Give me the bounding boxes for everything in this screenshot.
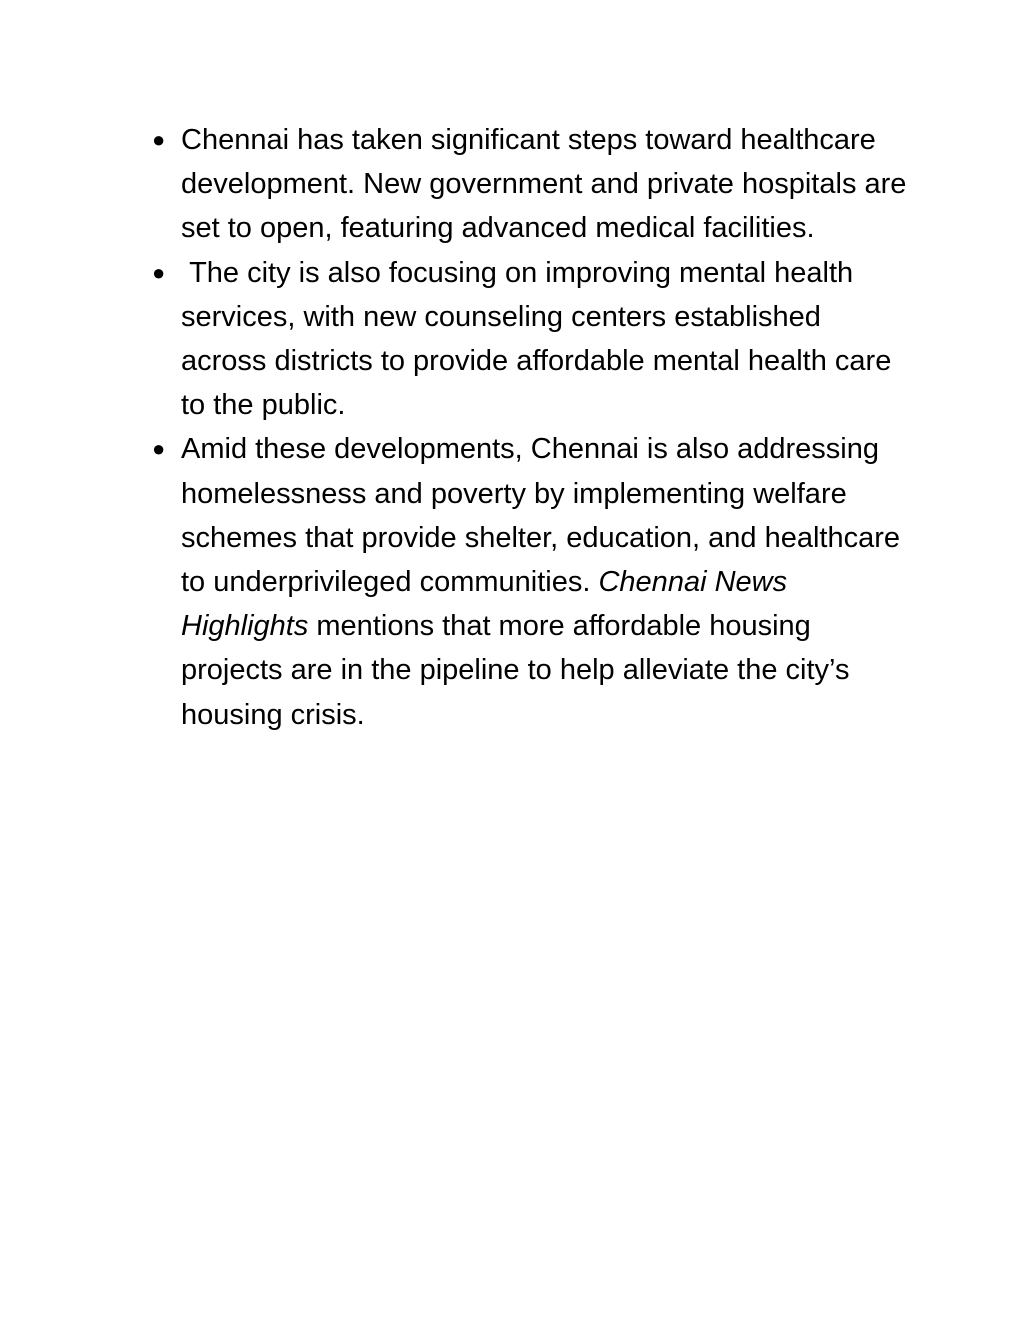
bullet-list <box>152 118 912 737</box>
bullet-icon: ● <box>152 436 166 462</box>
list-item-homelessness-poverty <box>152 427 912 736</box>
bullet-icon: ● <box>152 127 166 152</box>
text-before-publication-title: Amid these developments, Chennai is also addressing homelessness and poverty by implementing welfare schemes that provide shelter, education, and healthcare to underprivileged communities. <box>181 433 901 599</box>
bullet-icon: ● <box>152 259 166 285</box>
publication-title: Chennai News Highlights <box>181 566 788 643</box>
list-item-text <box>181 427 912 736</box>
list-item-text: Chennai has taken significant steps toward healthcare development. New government and private hospitals are set to open, featuring advanced medical facilities. <box>181 124 907 245</box>
text-after-publication-title: mentions that more affordable housing projects are in the pipeline to help alleviate the city’s housing crisis. <box>181 610 850 731</box>
list-item-mental-health <box>152 251 912 428</box>
list-item-text: The city is also focusing on improving mental health services, with new counseling centers established across districts to provide affordable mental health care to the public. <box>181 256 900 422</box>
list-item-healthcare-development <box>152 118 912 251</box>
